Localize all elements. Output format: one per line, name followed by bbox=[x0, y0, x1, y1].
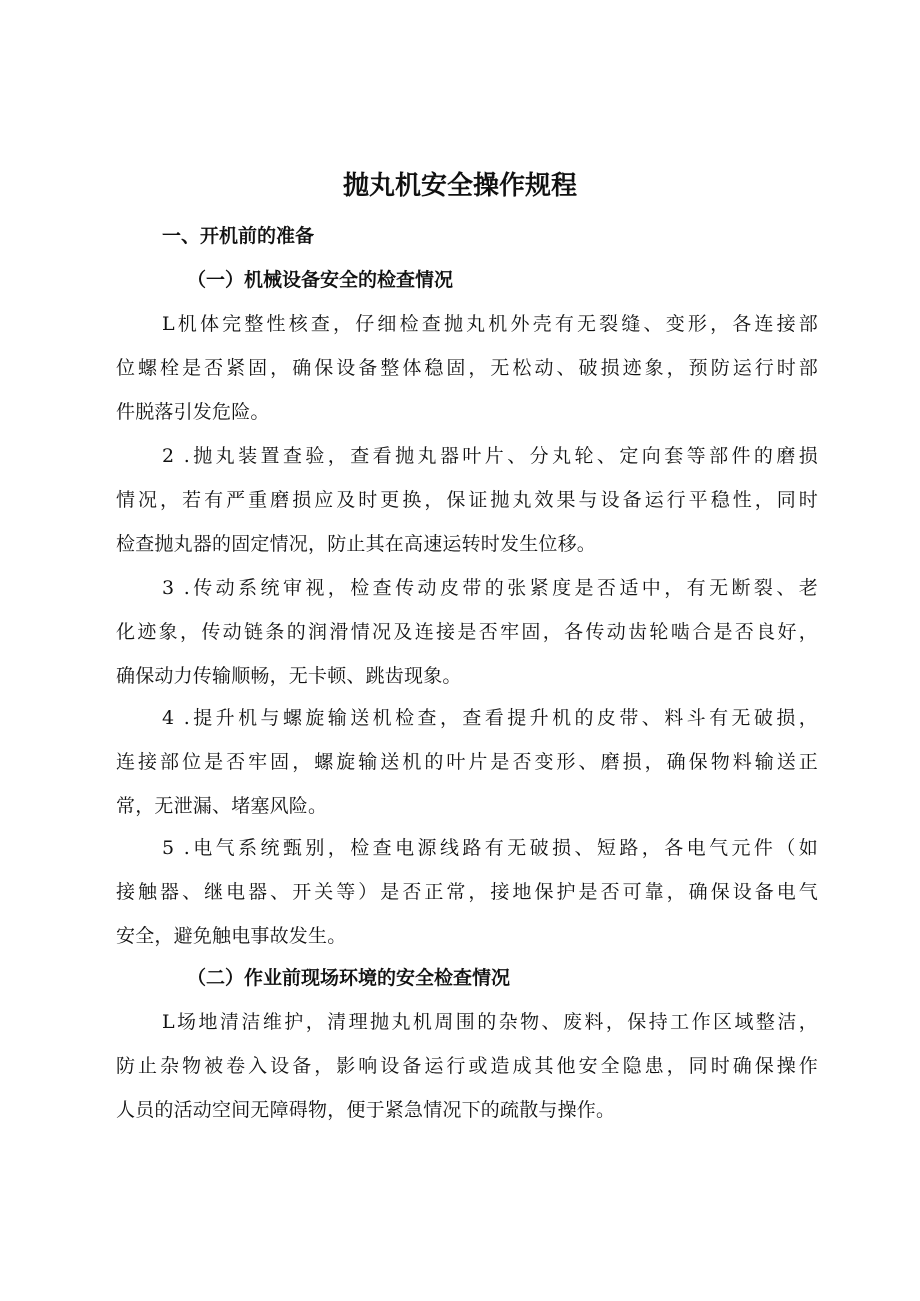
paragraph-line: 防止杂物被卷入设备，影响设备运行或造成其他安全隐患，同时确保操作 bbox=[116, 1055, 818, 1077]
paragraph-line: 2 .抛丸装置查验，查看抛丸器叶片、分丸轮、定向套等部件的磨损 bbox=[162, 445, 818, 467]
section-heading-preparation: 一、开机前的准备 bbox=[162, 225, 315, 247]
paragraph-line: 常，无泄漏、堵塞风险。 bbox=[116, 795, 328, 817]
paragraph-line: 5 .电气系统甄别，检查电源线路有无破损、短路，各电气元件（如 bbox=[162, 837, 818, 859]
paragraph-shot-blasting-device bbox=[116, 434, 818, 566]
paragraph-line: 连接部位是否牢固，螺旋输送机的叶片是否变形、磨损，确保物料输送正 bbox=[116, 751, 818, 773]
paragraph-line: 位螺栓是否紧固，确保设备整体稳固，无松动、破损迹象，预防运行时部 bbox=[116, 357, 818, 379]
paragraph-line: 件脱落引发危险。 bbox=[116, 401, 270, 423]
paragraph-electrical-system bbox=[116, 826, 818, 958]
paragraph-body-integrity bbox=[116, 302, 818, 434]
subsection-heading-site-environment: （二）作业前现场环境的安全检查情况 bbox=[187, 967, 511, 989]
paragraph-line: 4 .提升机与螺旋输送机检查，查看提升机的皮带、料斗有无破损， bbox=[162, 707, 818, 729]
paragraph-line: 3 .传动系统审视，检查传动皮带的张紧度是否适中，有无断裂、老 bbox=[162, 577, 818, 599]
paragraph-line: 接触器、继电器、开关等）是否正常，接地保护是否可靠，确保设备电气 bbox=[116, 881, 818, 903]
paragraph-line: 检查抛丸器的固定情况，防止其在高速运转时发生位移。 bbox=[116, 533, 597, 555]
paragraph-line: L机体完整性核查，仔细检查抛丸机外壳有无裂缝、变形，各连接部 bbox=[162, 313, 818, 335]
paragraph-line: 安全，避免触电事故发生。 bbox=[116, 925, 347, 947]
paragraph-transmission-system bbox=[116, 566, 818, 698]
paragraph-line: L场地清洁维护，清理抛丸机周围的杂物、废料，保持工作区域整洁， bbox=[162, 1011, 818, 1033]
paragraph-elevator-conveyor bbox=[116, 696, 818, 828]
paragraph-line: 情况，若有严重磨损应及时更换，保证抛丸效果与设备运行平稳性，同时 bbox=[116, 489, 818, 511]
paragraph-line: 确保动力传输顺畅，无卡顿、跳齿现象。 bbox=[116, 665, 462, 687]
paragraph-line: 化迹象，传动链条的润滑情况及连接是否牢固，各传动齿轮啮合是否良好， bbox=[116, 621, 818, 643]
document-title: 抛丸机安全操作规程 bbox=[342, 171, 577, 201]
subsection-heading-mechanical-check: （一）机械设备安全的检查情况 bbox=[187, 269, 454, 291]
paragraph-site-cleaning bbox=[116, 1000, 818, 1132]
paragraph-line: 人员的活动空间无障碍物，便于紧急情况下的疏散与操作。 bbox=[116, 1099, 616, 1121]
